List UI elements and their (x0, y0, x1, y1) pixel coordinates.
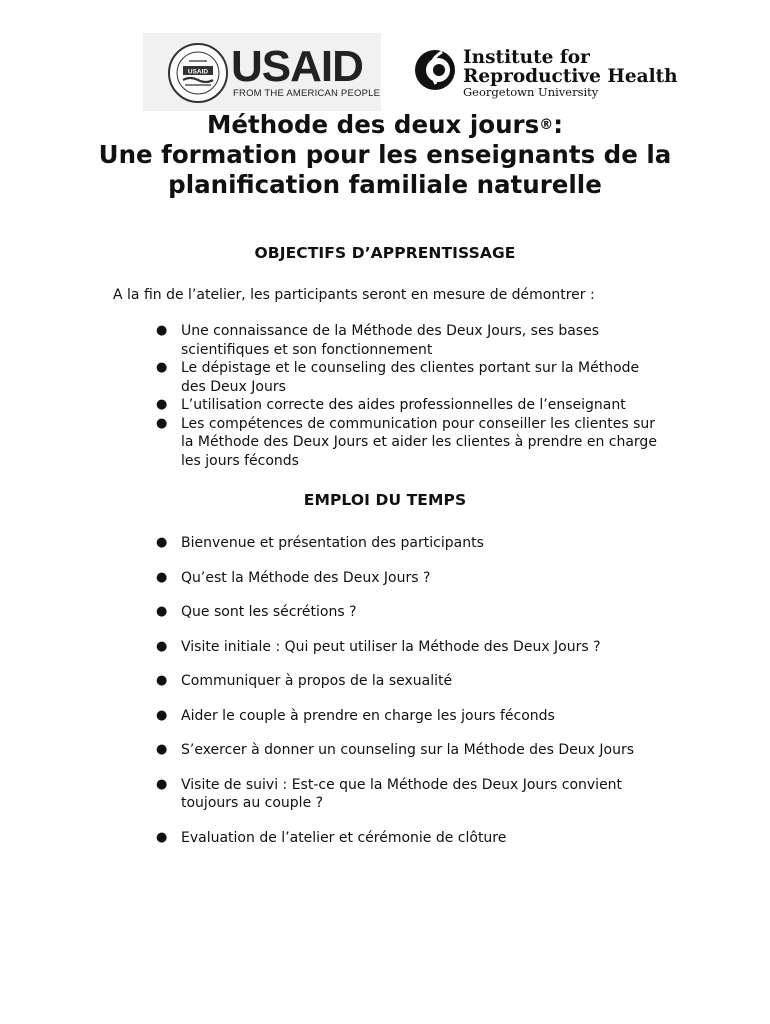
registered-mark: ® (539, 117, 554, 133)
objectives-intro: A la fin de l’atelier, les participants seront en mesure de démontrer : (113, 287, 595, 303)
bullet-icon: ● (156, 776, 168, 792)
irh-line-2: Reproductive Health (463, 66, 678, 87)
title-line-2: Une formation pour les enseignants de la (98, 140, 672, 169)
schedule-heading: EMPLOI DU TEMPS (303, 491, 467, 509)
list-item-text: Qu’est la Méthode des Deux Jours ? (181, 569, 431, 586)
bullet-icon: ● (156, 604, 168, 619)
bullet-icon: ● (156, 415, 168, 431)
list-item-text: Visite de suivi : Est-ce que la Méthode des Deux Jours convient toujours au couple ? (181, 776, 623, 811)
list-item-text: Le dépistage et le counseling des clientes portant sur la Méthode des Deux Jours (181, 360, 640, 395)
bullet-icon: ● (156, 323, 168, 338)
bullet-icon: ● (156, 673, 168, 688)
list-item (154, 415, 664, 471)
irh-logo-text (463, 48, 678, 99)
bullet-icon: ● (156, 397, 168, 412)
title-line-1-text: Méthode des deux jours (206, 110, 540, 139)
list-item-text: L’utilisation correcte des aides professionnelles de l’enseignant (181, 397, 626, 413)
document-title (85, 110, 685, 200)
list-item (154, 359, 664, 396)
bullet-icon: ● (156, 360, 168, 375)
irh-line-3: Georgetown University (463, 85, 599, 99)
list-item (154, 534, 664, 553)
list-item-text: S’exercer à donner un counseling sur la Méthode des Deux Jours (181, 742, 635, 758)
list-item (154, 741, 664, 760)
bullet-icon: ● (156, 569, 168, 585)
list-item-text: Evaluation de l’atelier et cérémonie de clôture (181, 829, 507, 846)
bullet-icon: ● (156, 829, 168, 845)
title-line-3: planification familiale naturelle (168, 170, 602, 199)
objectives-heading: OBJECTIFS D’APPRENTISSAGE (254, 244, 516, 262)
list-item-text: Les compétences de communication pour conseiller les clientes sur la Méthode des Deux Jours et aider les clientes à prendre en charge les jours féconds (181, 415, 657, 469)
bullet-icon: ● (156, 707, 168, 723)
list-item-text: Que sont les sécrétions ? (181, 604, 357, 620)
bullet-icon: ● (156, 638, 168, 654)
usaid-logo (143, 33, 381, 111)
header-logos (0, 0, 770, 110)
list-item (154, 638, 664, 657)
list-item (154, 776, 664, 813)
list-item-text: Communiquer à propos de la sexualité (181, 673, 453, 689)
objectives-list (154, 322, 664, 470)
title-line-1 (85, 110, 685, 140)
list-item (154, 672, 664, 691)
list-item (154, 603, 664, 622)
irh-logo-icon (412, 42, 458, 98)
svg-text:USAID: USAID (187, 68, 209, 76)
list-item (154, 707, 664, 726)
irh-line-1: Institute for (463, 47, 590, 68)
bullet-icon: ● (156, 535, 168, 550)
list-item (154, 396, 664, 415)
bullet-icon: ● (156, 742, 168, 757)
list-item-text: Visite initiale : Qui peut utiliser la Méthode des Deux Jours ? (181, 638, 601, 655)
usaid-seal-icon (167, 42, 229, 104)
list-item-text: Bienvenue et présentation des participants (181, 535, 484, 551)
schedule-list (154, 534, 664, 863)
usaid-tagline: FROM THE AMERICAN PEOPLE (233, 88, 381, 99)
title-colon: : (553, 110, 563, 139)
list-item (154, 322, 664, 359)
list-item (154, 829, 664, 848)
list-item (154, 569, 664, 588)
list-item-text: Une connaissance de la Méthode des Deux Jours, ses bases scientifiques et son fonctionnement (181, 323, 599, 358)
list-item-text: Aider le couple à prendre en charge les jours féconds (181, 707, 555, 724)
usaid-wordmark: USAID (231, 42, 363, 91)
